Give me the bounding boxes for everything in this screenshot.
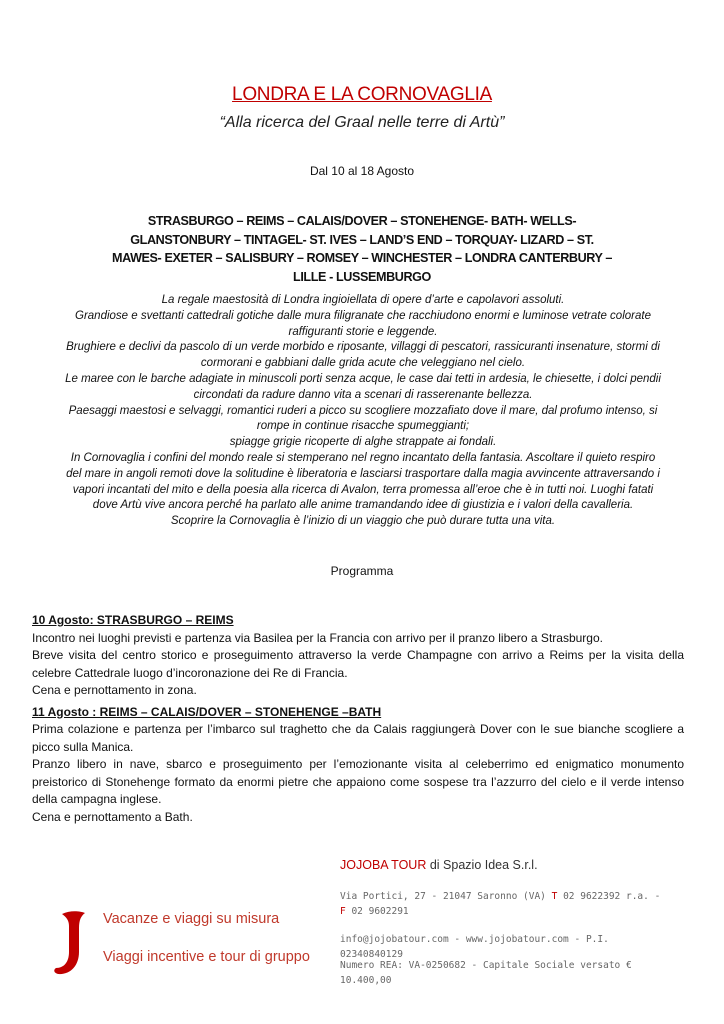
day-paragraph: Cena e pernottamento in zona. (32, 683, 197, 697)
itinerary-day (32, 704, 684, 827)
route-line: MAWES- EXETER – SALISBURY – ROMSEY – WINCHESTER – LONDRA CANTERBURY – (111, 251, 612, 265)
company-web: info@jojobatour.com - www.jojobatour.com - P.I. 02340840129 (340, 934, 609, 960)
company-legal-name: di Spazio Idea S.r.l. (426, 858, 538, 872)
route-line: STRASBURGO – REIMS – CALAIS/DOVER – STONEHENGE- BATH- WELLS- (147, 214, 577, 228)
intro-paragraph: Paesaggi maestosi e selvaggi, romantici ruderi a picco su scogliere mozzafiato dove il mare, dal profumo intenso, si rompe in continue risacche spumeggianti; (68, 404, 658, 433)
day-paragraph: Incontro nei luoghi previsti e partenza via Basilea per la Francia con arrivo per il pranzo libero a Strasburgo. (32, 630, 603, 645)
phone-number: 02 9622392 r.a. - (557, 891, 661, 902)
itinerary-day (32, 612, 684, 700)
company-registration: Numero REA: VA-0250682 - Capitale Sociale versato € 10.400,00 (340, 960, 632, 986)
page-subtitle: “Alla ricerca del Graal nelle terre di Artù” (219, 114, 505, 131)
route-list (90, 212, 634, 286)
page-title: LONDRA E LA CORNOVAGLIA (232, 84, 492, 105)
programma-heading: Programma (330, 564, 394, 578)
company-address (340, 889, 670, 919)
intro-paragraph: La regale maestosità di Londra ingioiellata di opere d’arte e capolavori assoluti. (161, 294, 565, 306)
intro-paragraph: Scoprire la Cornovaglia è l’inizio di un viaggio che può durare tutta una vita. (170, 515, 556, 528)
intro-paragraph: Grandiose e svettanti cattedrali gotiche dalle mura filigranate che racchiudono enormi e luminose vetrate colorate raffiguranti storie e leggende. (75, 309, 651, 338)
day-paragraph: Breve visita del centro storico e proseguimento attraverso la verde Champagne con arrivo a Reims per la visita della celebre Cattedrale luogo d’incoronazione dei Re di Francia. (32, 648, 684, 680)
day-paragraph: Cena e pernottamento a Bath. (32, 809, 193, 824)
company-name (340, 858, 538, 872)
slogan-line: Viaggi incentive e tour di gruppo (103, 949, 310, 965)
day-heading: 10 Agosto: STRASBURGO – REIMS (32, 613, 234, 627)
route-line: LILLE - LUSSEMBURGO (293, 269, 431, 284)
fax-letter: F (340, 906, 346, 917)
jojoba-j-logo-icon (52, 908, 92, 978)
fax-number: 02 9602291 (345, 906, 409, 917)
address-text: Via Portici, 27 - 21047 Saronno (VA) (340, 891, 552, 902)
slogan-line: Vacanze e viaggi su misura (103, 911, 280, 927)
day-paragraph: Pranzo libero in nave, sbarco e proseguimento per l’emozionante visita al celeberrimo ed enigmatico monumento preistorico di Stonehenge formato da enormi pietre che appaiono come sospese tra l’azzurro del cielo e il verde intenso della campagna inglese. (32, 757, 684, 806)
intro-paragraph: Le maree con le barche adagiate in minuscoli porti senza acque, le case dai tetti in ardesia, le chiesette, i dolci pendii circondati da radure danno vita a scenari di rasserenante bellezza. (65, 372, 661, 401)
intro-paragraph: Brughiere e declivi da pascolo di un verde morbido e riposante, villaggi di pescatori, rassicuranti insenature, stormi di cormorani e gabbiani dalle grida acute che veleggiano nel cielo. (66, 341, 660, 370)
route-line: GLANSTONBURY – TINTAGEL- ST. IVES – LAND’S END – TORQUAY- LIZARD – ST. (130, 232, 594, 247)
day-heading: 11 Agosto : REIMS – CALAIS/DOVER – STONEHENGE –BATH (32, 704, 382, 719)
day-paragraph: Prima colazione e partenza per l’imbarco sul traghetto che da Calais raggiungerà Dover con le sue bianche scogliere a picco sulla Manica. (32, 722, 684, 754)
intro-paragraph: In Cornovaglia i confini del mondo reale si stemperano nel regno incantato della fantasia. Ascoltare il quieto respiro del mare in angoli remoti dove la solitudine è liberatoria e lasciarsi trasportare dalla magia avvincente attraversando i vapori incantati del mito e della poesia alla ricerca di Avalon, terra promessa all’eroe che è in tutti noi. Luoghi fatati dove Artù vive ancora perché ha parlato alle anime tramandando idee di giustizia e i valori della cavalleria. (66, 451, 660, 512)
trip-dates: Dal 10 al 18 Agosto (309, 164, 415, 178)
phone-letter: T (551, 891, 558, 902)
intro-text (62, 293, 664, 530)
itinerary (32, 612, 684, 826)
intro-paragraph: spiagge grigie ricoperte di alghe strappate ai fondali. (229, 436, 497, 449)
brand-name: JOJOBA TOUR (340, 858, 427, 872)
